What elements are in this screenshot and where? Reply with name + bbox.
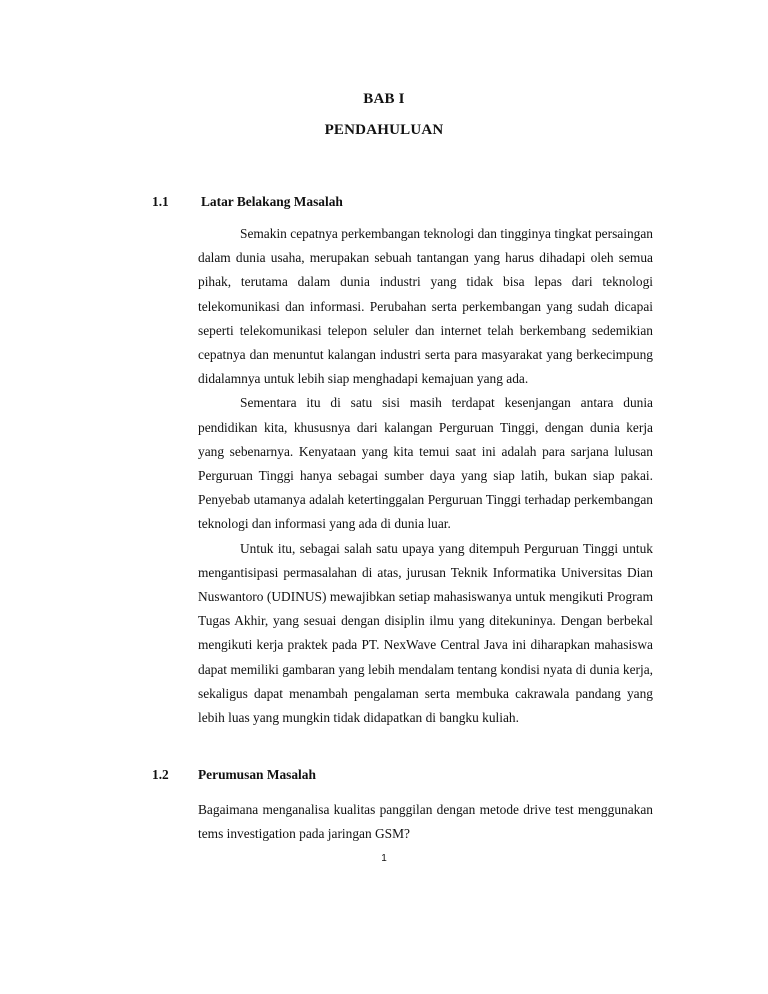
- section-number: 1.2: [152, 767, 169, 782]
- chapter-title: PENDAHULUAN: [324, 122, 444, 138]
- section-title: Latar Belakang Masalah: [201, 194, 343, 209]
- section-number: 1.1: [152, 194, 169, 209]
- paragraph: Bagaimana menganalisa kualitas panggilan dengan metode drive test menggunakan tems investigation pada jaringan GSM?: [198, 802, 653, 842]
- section-body-perumusan-masalah: [198, 798, 653, 846]
- paragraph: Sementara itu di satu sisi masih terdapat kesenjangan antara dunia pendidikan kita, khususnya dari kalangan Perguruan Tinggi, dengan dunia kerja yang sebenarnya. Kenyataan yang kita temui saat ini adalah para sarjana lulusan Perguruan Tinggi hanya sebagai sumber daya yang siap latih, bukan siap pakai. Penyebab utamanya adalah ketertinggalan Perguruan Tinggi terhadap perkembangan teknologi dan informasi yang ada di dunia luar.: [198, 395, 653, 532]
- section-title: Perumusan Masalah: [198, 767, 316, 782]
- chapter-number: BAB I: [363, 91, 405, 107]
- page-number: 1: [381, 853, 387, 864]
- paragraph: Semakin cepatnya perkembangan teknologi dan tingginya tingkat persaingan dalam dunia usaha, merupakan sebuah tantangan yang harus dihadapi oleh semua pihak, terutama dalam dunia industri yang tidak bisa lepas dari teknologi telekomunikasi dan informasi. Perubahan serta perkembangan yang sudah dicapai seperti telekomunikasi telepon seluler dan internet telah berkembang sedemikian cepatnya dan menuntut kalangan industri serta para masyarakat yang berkecimpung didalamnya untuk lebih siap menghadapi kemajuan yang ada.: [198, 226, 653, 387]
- section-body-latar-belakang: [198, 222, 653, 730]
- paragraph: Untuk itu, sebagai salah satu upaya yang ditempuh Perguruan Tinggi untuk mengantisipasi permasalahan di atas, jurusan Teknik Informatika Universitas Dian Nuswantoro (UDINUS) mewajibkan setiap mahasiswanya untuk mengikuti Program Tugas Akhir, yang sesuai dengan disiplin ilmu yang ditekuninya. Dengan berbekal mengikuti kerja praktek pada PT. NexWave Central Java ini diharapkan mahasiswa dapat memiliki gambaran yang lebih mendalam tentang kondisi nyata di dunia kerja, sekaligus dapat menambah pengalaman serta membuka cakrawala pandang yang lebih luas yang mungkin tidak didapatkan di bangku kuliah.: [198, 540, 653, 726]
